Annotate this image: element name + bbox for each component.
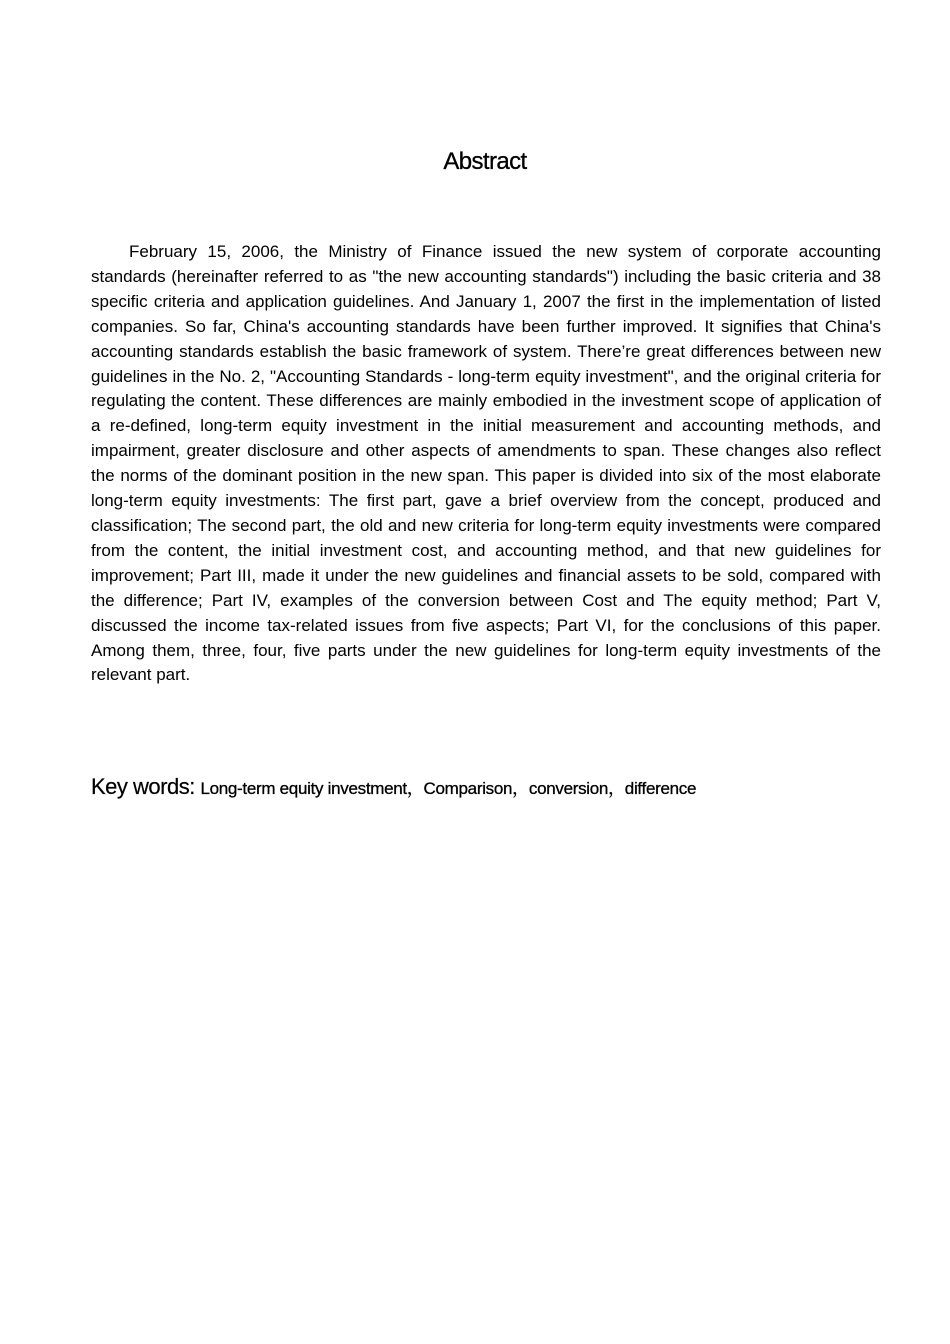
keywords-label: Key words: (91, 774, 201, 799)
keywords-values: Long-term equity investment，Comparison，conversion，difference (200, 779, 697, 798)
abstract-paragraph: February 15, 2006, the Ministry of Finance issued the new system of corporate accounting standards (hereinafter referred to as "the new accounting standards") including the basic criteria and 38 specific criteria and application guidelines. And January 1, 2007 the first in the implementation of listed companies. So far, China's accounting standards have been further improved. It signifies that China's accounting standards establish the basic framework of system. There’re great differences between new guidelines in the No. 2, "Accounting Standards - long-term equity investment", and the original criteria for regulating the content. These differences are mainly embodied in the investment scope of application of a re-defined, long-term equity investment in the initial measurement and accounting methods, and impairment, greater disclosure and other aspects of amendments to span. These changes also reflect the norms of the dominant position in the new span. This paper is divided into six of the most elaborate long-term equity investments: The first part, gave a brief overview from the concept, produced and classification; The second part, the old and new criteria for long-term equity investments were compared from the content, the initial investment cost, and accounting method, and that new guidelines for improvement; Part III, made it under the new guidelines and financial assets to be sold, compared with the difference; Part IV, examples of the conversion between Cost and The equity method; Part V, discussed the income tax-related issues from five aspects; Part VI, for the conclusions of this paper. Among them, three, four, five parts under the new guidelines for long-term equity investments of the relevant part. (91, 242, 881, 685)
abstract-title: Abstract (443, 148, 527, 175)
keywords-line (91, 774, 891, 800)
